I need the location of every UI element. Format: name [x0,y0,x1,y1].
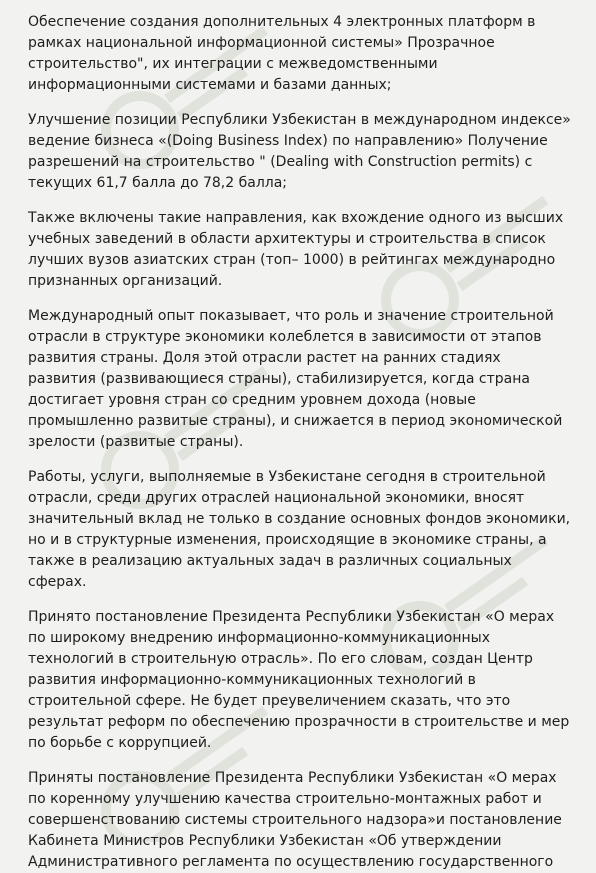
paragraph-3: Также включены такие направления, как вхождение одного из высших учебных заведений в области архитектуры и строительства в список лучших вузов азиатских стран (топ– 1000) в рейтингах международно признанных организаций. [28,210,564,289]
paragraph-2: Улучшение позиции Республики Узбекистан в международном индексе» ведение бизнеса «(Doing Business Index) по направлению» Получение разрешений на строительство " (Dealing with Construction permits) с текущих 61,7 балла до 78,2 балла; [28,112,571,191]
paragraph-5: Работы, услуги, выполняемые в Узбекистане сегодня в строительной отрасли, среди других отраслей национальной экономики, вносят значительный вклад не только в создание основных фондов экономики, но и в структурные изменения, происходящие в экономике страны, а также в реализацию актуальных задач в различных социальных сферах. [28,469,571,590]
paragraph-6: Принято постановление Президента Республики Узбекистан «О мерах по широкому внедрению информационно-коммуникационных технологий в строительную отрасль». По его словам, создан Центр развития информационно-коммуникационных технологий в строительной сфере. Не будет преувеличением сказать, что это результат реформ по обеспечению прозрачности в строительстве и мер по борьбе с коррупцией. [28,609,570,751]
paragraph-1: Обеспечение создания дополнительных 4 электронных платформ в рамках национальной информационной системы» Прозрачное строительство", их интеграции с межведомственными информационными системами и базами данных; [28,14,536,93]
paragraph-4: Международный опыт показывает, что роль и значение строительной отрасли в структуре экономики колеблется в зависимости от этапов развития страны. Доля этой отрасли растет на ранних стадиях развития (развивающиеся страны), стабилизируется, когда страна достигает уровня стран со средним уровнем дохода (новые промышленно развитые страны), и снижается в период экономической зрелости (развитые страны). [28,308,563,450]
paragraph-7: Приняты постановление Президента Республики Узбекистан «О мерах по коренному улучшению качества строительно-монтажных работ и совершенствованию системы строительного надзора»и постановление Кабинета Министров Республики Узбекистан «Об утверждении Административного регламента по осуществлению государственного [28,770,562,870]
